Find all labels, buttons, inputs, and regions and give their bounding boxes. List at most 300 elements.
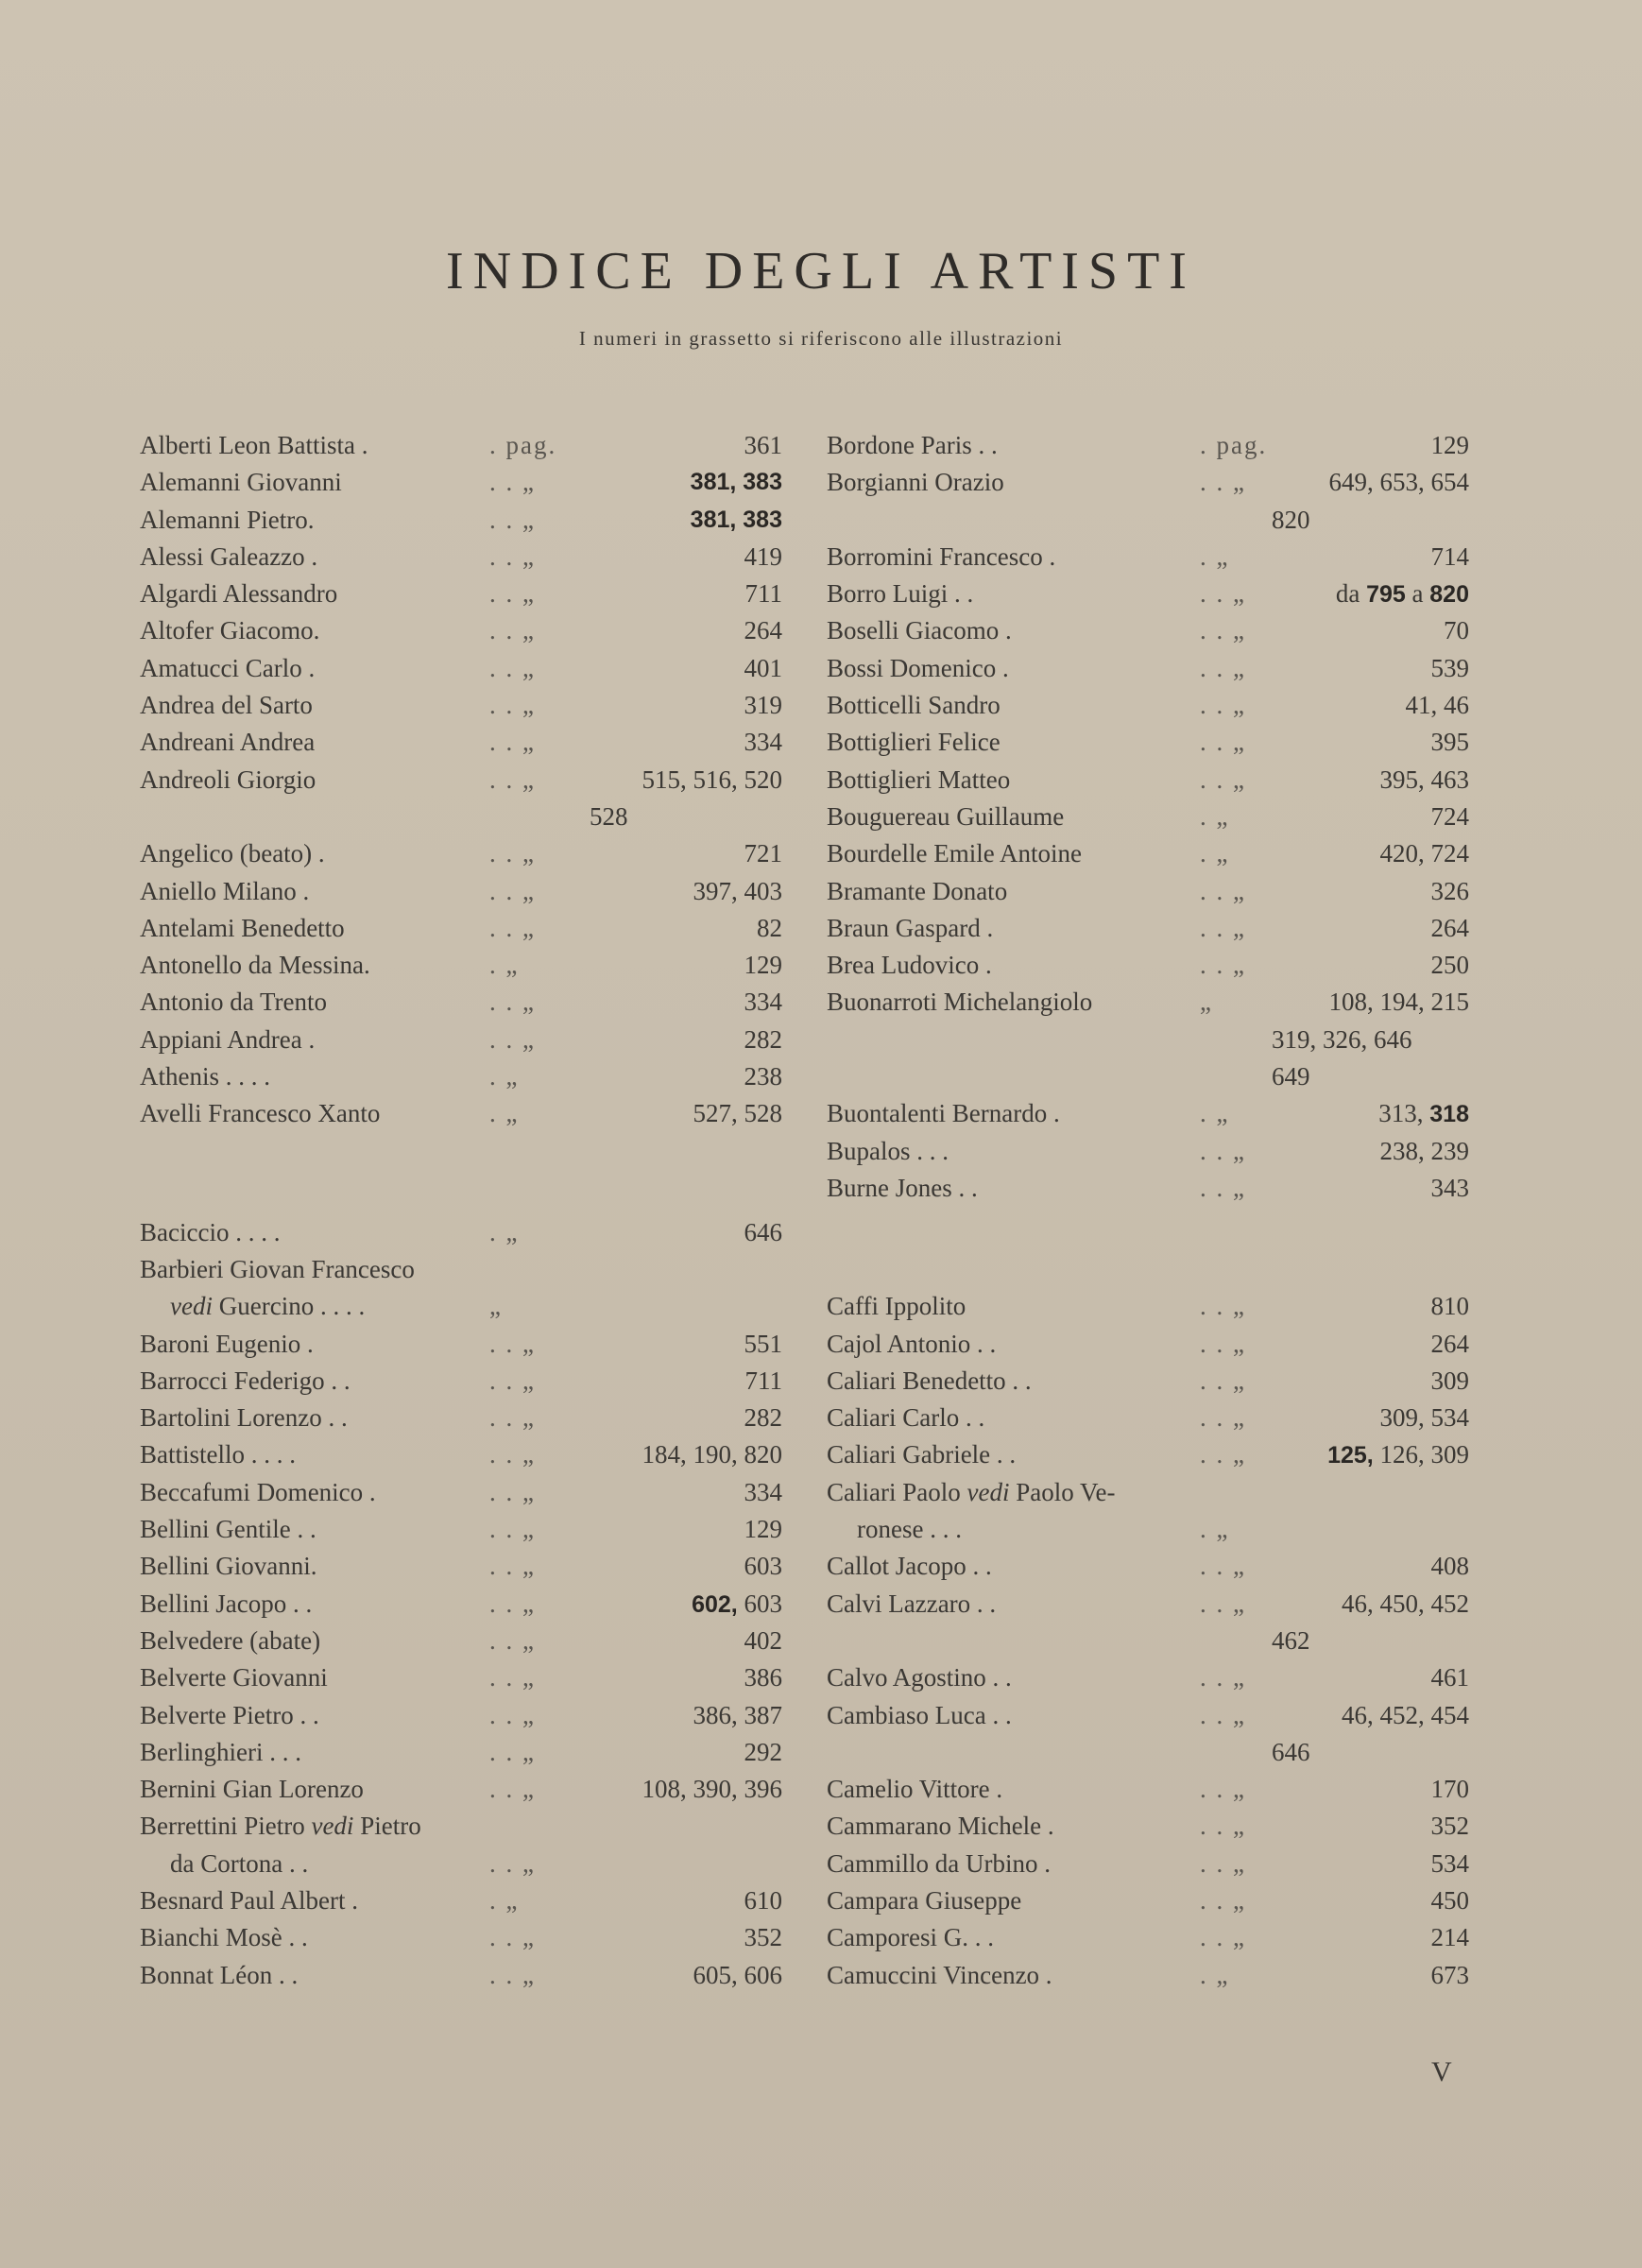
page-reference-marker: . . „ xyxy=(489,913,536,942)
index-entry xyxy=(140,724,782,761)
index-entry xyxy=(827,1586,1469,1623)
artist-name: Andrea del Sarto xyxy=(140,691,313,720)
page-numbers: 250 xyxy=(1430,951,1469,980)
artist-name: Bianchi Mosè . . xyxy=(140,1923,308,1952)
artist-name: Alberti Leon Battista . xyxy=(140,431,368,459)
artist-name: Caliari Gabriele . . xyxy=(827,1440,1017,1469)
page-reference-marker: . . „ xyxy=(489,1923,536,1952)
artist-name: Bottiglieri Felice xyxy=(827,728,1001,757)
index-entry xyxy=(140,1586,782,1623)
page-numbers: 528 xyxy=(590,801,628,831)
index-entry xyxy=(140,1734,782,1771)
artist-name: Beccafumi Domenico . xyxy=(140,1477,376,1506)
page-numbers: 649, 653, 654 xyxy=(1328,468,1469,497)
page-reference-marker: . „ xyxy=(489,951,520,980)
artist-name: Bonnat Léon . . xyxy=(140,1960,299,1989)
page-numbers: 41, 46 xyxy=(1405,691,1469,720)
artist-name: Alemanni Pietro. xyxy=(140,505,315,534)
page-numbers: 673 xyxy=(1430,1960,1469,1989)
artist-name: Belvedere (abate) xyxy=(140,1625,321,1655)
index-entry xyxy=(827,835,1469,872)
index-entry xyxy=(827,1363,1469,1400)
artist-name: Burne Jones . . xyxy=(827,1173,978,1202)
page-reference-marker: . „ xyxy=(1200,1099,1230,1128)
page-reference-marker: . . „ xyxy=(489,1589,536,1618)
index-entry xyxy=(827,1511,1469,1548)
index-entry xyxy=(140,1326,782,1363)
artist-name: Athenis . . . . xyxy=(140,1062,270,1091)
page-reference-marker: . . „ xyxy=(489,653,536,682)
artist-name: da Cortona . . xyxy=(170,1848,309,1878)
index-entry xyxy=(140,947,782,984)
artist-name: Bottiglieri Matteo xyxy=(827,765,1011,794)
artist-name: Barbieri Giovan Francesco xyxy=(140,1254,415,1283)
page-reference-marker: . . „ xyxy=(1200,876,1246,905)
artist-name: Besnard Paul Albert . xyxy=(140,1885,358,1915)
page-numbers: 170 xyxy=(1430,1775,1469,1804)
artist-name: Amatucci Carlo . xyxy=(140,653,316,682)
index-entry xyxy=(140,1288,782,1325)
page-numbers: 343 xyxy=(1430,1173,1469,1202)
index-entry xyxy=(827,1771,1469,1808)
page-reference-marker: . . „ xyxy=(489,988,536,1017)
page-reference-marker: . „ xyxy=(1200,541,1230,571)
page-reference-marker: . . „ xyxy=(489,1024,536,1054)
page-numbers: 646 xyxy=(1272,1737,1310,1766)
section-gap xyxy=(140,1133,782,1174)
page-numbers: 603 xyxy=(744,1552,782,1581)
page-numbers: 108, 390, 396 xyxy=(641,1775,782,1804)
index-entry xyxy=(827,984,1469,1021)
artist-name: vedi Guercino . . . . xyxy=(170,1292,366,1321)
page-numbers: 361 xyxy=(744,431,782,459)
page-reference-marker: . . „ xyxy=(1200,653,1246,682)
index-entry xyxy=(140,762,782,799)
index-entry xyxy=(140,1623,782,1659)
page-reference-marker: . . „ xyxy=(489,1515,536,1544)
page-numbers: 462 xyxy=(1272,1625,1310,1655)
page-numbers: 264 xyxy=(1430,1329,1469,1358)
index-entry xyxy=(140,835,782,872)
index-entry xyxy=(827,1288,1469,1325)
page-numbers: 352 xyxy=(744,1923,782,1952)
index-entry xyxy=(827,1133,1469,1170)
artist-name: Braun Gaspard . xyxy=(827,913,994,942)
page-reference-marker: . . „ xyxy=(489,1403,536,1433)
section-gap xyxy=(827,1207,1469,1247)
index-entry xyxy=(827,1919,1469,1956)
index-entry xyxy=(140,1436,782,1473)
artist-name: Baciccio . . . . xyxy=(140,1217,281,1246)
index-entry xyxy=(140,1919,782,1956)
page-numbers: 334 xyxy=(744,1477,782,1506)
page-numbers: da 795 a 820 xyxy=(1335,579,1469,609)
index-entry xyxy=(140,1808,782,1845)
page-reference-marker: . pag. xyxy=(489,431,557,459)
page-numbers: 46, 450, 452 xyxy=(1342,1589,1469,1618)
index-entry xyxy=(140,1659,782,1696)
page-numbers: 319 xyxy=(744,691,782,720)
page-numbers: 450 xyxy=(1430,1885,1469,1915)
page-numbers: 334 xyxy=(744,988,782,1017)
index-entry-continuation xyxy=(827,1022,1469,1058)
artist-name: Antonio da Trento xyxy=(140,988,328,1017)
index-entry-continuation xyxy=(827,1058,1469,1095)
page-reference-marker: . „ xyxy=(489,1885,520,1915)
page-reference-marker: . . „ xyxy=(489,765,536,794)
page-numbers: 319, 326, 646 xyxy=(1272,1024,1412,1054)
artist-name: Avelli Francesco Xanto xyxy=(140,1099,381,1128)
page-reference-marker: . . „ xyxy=(1200,728,1246,757)
page-numbers: 711 xyxy=(744,579,782,609)
page-numbers: 820 xyxy=(1272,505,1310,534)
page-reference-marker: . . „ xyxy=(489,1960,536,1989)
artist-name: Bernini Gian Lorenzo xyxy=(140,1775,364,1804)
page-reference-marker: . . „ xyxy=(489,839,536,868)
index-entry xyxy=(140,576,782,612)
index-entry xyxy=(140,687,782,724)
artist-name: Caliari Paolo vedi Paolo Ve- xyxy=(827,1477,1116,1506)
artist-name: Cammarano Michele . xyxy=(827,1812,1054,1841)
artist-name: Andreoli Giorgio xyxy=(140,765,316,794)
index-entry xyxy=(827,687,1469,724)
artist-name: Caliari Carlo . . xyxy=(827,1403,985,1433)
page-reference-marker: . . „ xyxy=(1200,1848,1246,1878)
page-reference-marker: . . „ xyxy=(1200,616,1246,645)
page-numbers: 70 xyxy=(1444,616,1469,645)
page-subtitle: I numeri in grassetto si riferiscono alle illustrazioni xyxy=(578,327,1064,350)
page-numbers: 386 xyxy=(744,1663,782,1692)
index-entry xyxy=(827,1957,1469,1994)
page-numbers: 282 xyxy=(744,1024,782,1054)
page-numbers: 82 xyxy=(757,913,782,942)
index-entry xyxy=(827,910,1469,947)
page-reference-marker: . . „ xyxy=(1200,1329,1246,1358)
artist-name: Cammillo da Urbino . xyxy=(827,1848,1051,1878)
index-entry xyxy=(140,910,782,947)
page-reference-marker: . . „ xyxy=(1200,1775,1246,1804)
page-number: V xyxy=(1431,2056,1452,2088)
page-reference-marker: . . „ xyxy=(489,876,536,905)
page-numbers: 46, 452, 454 xyxy=(1342,1700,1469,1729)
page-reference-marker: . . „ xyxy=(489,1477,536,1506)
page-reference-marker: . . „ xyxy=(489,541,536,571)
index-entry-continuation xyxy=(140,799,782,835)
page-reference-marker: . . „ xyxy=(489,728,536,757)
artist-name: Caliari Benedetto . . xyxy=(827,1366,1032,1395)
artist-name: Bordone Paris . . xyxy=(827,431,998,459)
page-reference-marker: „ xyxy=(489,1292,503,1321)
index-entry xyxy=(140,1251,782,1288)
artist-name: Appiani Andrea . xyxy=(140,1024,316,1054)
page-numbers: 309, 534 xyxy=(1379,1403,1469,1433)
index-entry xyxy=(140,1214,782,1251)
index-entry xyxy=(140,612,782,649)
page-reference-marker: . . „ xyxy=(1200,1589,1246,1618)
page-numbers: 461 xyxy=(1430,1663,1469,1692)
index-entry xyxy=(827,947,1469,984)
artist-name: Camuccini Vincenzo . xyxy=(827,1960,1052,1989)
index-entry xyxy=(140,502,782,539)
index-entry xyxy=(827,1474,1469,1511)
page-numbers: 649 xyxy=(1272,1062,1310,1091)
page-numbers: 309 xyxy=(1430,1366,1469,1395)
page-numbers: 551 xyxy=(744,1329,782,1358)
artist-name: Bellini Giovanni. xyxy=(140,1552,317,1581)
artist-name: Calvi Lazzaro . . xyxy=(827,1589,997,1618)
artist-name: Bupalos . . . xyxy=(827,1136,949,1165)
page-numbers: 534 xyxy=(1430,1848,1469,1878)
artist-name: Buonarroti Michelangiolo xyxy=(827,988,1093,1017)
page-numbers: 408 xyxy=(1430,1552,1469,1581)
page-reference-marker: . „ xyxy=(1200,801,1230,831)
index-entry xyxy=(140,1095,782,1132)
page-numbers: 334 xyxy=(744,728,782,757)
page-numbers: 125, 126, 309 xyxy=(1327,1440,1469,1469)
page-reference-marker: . . „ xyxy=(489,468,536,497)
artist-name: Alemanni Giovanni xyxy=(140,468,342,497)
index-entry-continuation xyxy=(827,502,1469,539)
page-numbers: 419 xyxy=(744,541,782,571)
page-numbers: 539 xyxy=(1430,653,1469,682)
page-reference-marker: . . „ xyxy=(1200,1173,1246,1202)
page-reference-marker: . . „ xyxy=(489,616,536,645)
page-numbers: 381, 383 xyxy=(690,506,782,533)
index-entry xyxy=(827,1326,1469,1363)
index-entry xyxy=(827,1170,1469,1207)
artist-name: Algardi Alessandro xyxy=(140,579,338,609)
page-reference-marker: . . „ xyxy=(489,1366,536,1395)
page-numbers: 714 xyxy=(1430,541,1469,571)
page-reference-marker: . „ xyxy=(1200,1515,1230,1544)
page-reference-marker: . . „ xyxy=(1200,1366,1246,1395)
artist-name: Bellini Jacopo . . xyxy=(140,1589,313,1618)
page-reference-marker: . . „ xyxy=(1200,1552,1246,1581)
page-numbers: 402 xyxy=(744,1625,782,1655)
index-entry xyxy=(140,650,782,687)
page-numbers: 610 xyxy=(744,1885,782,1915)
artist-name: Aniello Milano . xyxy=(140,876,310,905)
index-entry xyxy=(140,539,782,576)
index-entry xyxy=(140,1548,782,1585)
page-reference-marker: . . „ xyxy=(1200,1292,1246,1321)
artist-name: Altofer Giacomo. xyxy=(140,616,320,645)
artist-name: Borro Luigi . . xyxy=(827,579,974,609)
artist-name: Bourdelle Emile Antoine xyxy=(827,839,1082,868)
page-reference-marker: . . „ xyxy=(489,505,536,534)
artist-name: Bellini Gentile . . xyxy=(140,1515,316,1544)
index-entry xyxy=(140,464,782,501)
index-entry xyxy=(140,427,782,464)
page-numbers: 397, 403 xyxy=(693,876,782,905)
page-reference-marker: . . „ xyxy=(1200,1440,1246,1469)
page-numbers: 721 xyxy=(744,839,782,868)
page-reference-marker: . „ xyxy=(489,1062,520,1091)
index-entry xyxy=(827,1095,1469,1132)
artist-name: Caffi Ippolito xyxy=(827,1292,966,1321)
artist-name: Belverte Pietro . . xyxy=(140,1700,319,1729)
page-reference-marker: . . „ xyxy=(1200,913,1246,942)
artist-name: Berrettini Pietro vedi Pietro xyxy=(140,1812,421,1841)
index-entry xyxy=(827,1548,1469,1585)
page-numbers: 386, 387 xyxy=(693,1700,782,1729)
page-numbers: 381, 383 xyxy=(690,469,782,496)
index-column-left xyxy=(140,427,782,1994)
artist-name: Berlinghieri . . . xyxy=(140,1737,301,1766)
page-reference-marker: . . „ xyxy=(489,691,536,720)
artist-name: Buontalenti Bernardo . xyxy=(827,1099,1060,1128)
index-entry xyxy=(827,1400,1469,1436)
artist-name: Borromini Francesco . xyxy=(827,541,1056,571)
page-reference-marker: . . „ xyxy=(1200,951,1246,980)
index-entry xyxy=(140,984,782,1021)
page-numbers: 238 xyxy=(744,1062,782,1091)
artist-name: Bouguereau Guillaume xyxy=(827,801,1065,831)
page-numbers: 395 xyxy=(1430,728,1469,757)
index-entry xyxy=(140,1882,782,1919)
artist-name: Barrocci Federigo . . xyxy=(140,1366,351,1395)
page-reference-marker: . „ xyxy=(489,1099,520,1128)
artist-name: Alessi Galeazzo . xyxy=(140,541,318,571)
page-reference-marker: . . „ xyxy=(1200,765,1246,794)
artist-name: Belverte Giovanni xyxy=(140,1663,328,1692)
page-numbers: 401 xyxy=(744,653,782,682)
page-reference-marker: . . „ xyxy=(1200,1663,1246,1692)
index-entry-continuation xyxy=(827,1623,1469,1659)
page-numbers: 527, 528 xyxy=(693,1099,782,1128)
index-entry xyxy=(140,1511,782,1548)
index-entry xyxy=(827,799,1469,835)
page-reference-marker: . . „ xyxy=(489,1663,536,1692)
page-reference-marker: . . „ xyxy=(489,1625,536,1655)
page-numbers: 395, 463 xyxy=(1379,765,1469,794)
page-numbers: 602, 603 xyxy=(692,1589,782,1618)
page-numbers: 264 xyxy=(1430,913,1469,942)
artist-name: Bramante Donato xyxy=(827,876,1008,905)
page-reference-marker: . . „ xyxy=(1200,468,1246,497)
artist-name: Borgianni Orazio xyxy=(827,468,1004,497)
index-entry xyxy=(827,612,1469,649)
page-numbers: 352 xyxy=(1430,1812,1469,1841)
page-reference-marker: . . „ xyxy=(489,1775,536,1804)
artist-name: Antonello da Messina. xyxy=(140,951,370,980)
page-numbers: 711 xyxy=(744,1366,782,1395)
page-numbers: 238, 239 xyxy=(1379,1136,1469,1165)
index-entry xyxy=(140,1022,782,1058)
artist-name: Angelico (beato) . xyxy=(140,839,325,868)
page-reference-marker: . . „ xyxy=(489,1700,536,1729)
artist-name: Calvo Agostino . . xyxy=(827,1663,1012,1692)
artist-name: Boselli Giacomo . xyxy=(827,616,1012,645)
page-reference-marker: . „ xyxy=(489,1217,520,1246)
page-reference-marker: . pag. xyxy=(1200,431,1268,459)
page-numbers: 129 xyxy=(744,1515,782,1544)
page-reference-marker: . . „ xyxy=(1200,1403,1246,1433)
page-reference-marker: . . „ xyxy=(489,579,536,609)
page-numbers: 810 xyxy=(1430,1292,1469,1321)
index-entry xyxy=(827,762,1469,799)
page-numbers: 129 xyxy=(1430,431,1469,459)
page-numbers: 515, 516, 520 xyxy=(641,765,782,794)
index-entry xyxy=(827,1846,1469,1882)
artist-name: Camporesi G. . . xyxy=(827,1923,994,1952)
artist-name: Bartolini Lorenzo . . xyxy=(140,1403,348,1433)
page-reference-marker: . . „ xyxy=(489,1552,536,1581)
index-entry xyxy=(827,650,1469,687)
page-reference-marker: . . „ xyxy=(1200,1812,1246,1841)
page-reference-marker: . . „ xyxy=(489,1329,536,1358)
page-reference-marker: . . „ xyxy=(489,1737,536,1766)
artist-name: Callot Jacopo . . xyxy=(827,1552,992,1581)
index-entry xyxy=(827,1436,1469,1473)
page-numbers: 646 xyxy=(744,1217,782,1246)
page-reference-marker: . . „ xyxy=(489,1848,536,1878)
page-numbers: 184, 190, 820 xyxy=(641,1440,782,1469)
artist-name: Baroni Eugenio . xyxy=(140,1329,314,1358)
page-reference-marker: . . „ xyxy=(1200,691,1246,720)
page-title: INDICE DEGLI ARTISTI xyxy=(446,242,1196,301)
index-entry xyxy=(827,1659,1469,1696)
page-numbers: 724 xyxy=(1430,801,1469,831)
page-reference-marker: . . „ xyxy=(1200,1136,1246,1165)
index-entry xyxy=(827,1697,1469,1734)
index-entry xyxy=(827,1808,1469,1845)
artist-name: Campara Giuseppe xyxy=(827,1885,1022,1915)
page-numbers: 282 xyxy=(744,1403,782,1433)
artist-name: Battistello . . . . xyxy=(140,1440,296,1469)
artist-name: Cajol Antonio . . xyxy=(827,1329,997,1358)
artist-name: Antelami Benedetto xyxy=(140,913,345,942)
index-entry-continuation xyxy=(827,1734,1469,1771)
page-reference-marker: . „ xyxy=(1200,839,1230,868)
index-entry xyxy=(140,1474,782,1511)
index-entry xyxy=(140,1058,782,1095)
index-column-right xyxy=(827,427,1469,1994)
page-reference-marker: . . „ xyxy=(1200,1700,1246,1729)
page-numbers: 292 xyxy=(744,1737,782,1766)
page-numbers: 214 xyxy=(1430,1923,1469,1952)
section-gap xyxy=(140,1174,782,1214)
page-numbers: 605, 606 xyxy=(693,1960,782,1989)
artist-name: Brea Ludovico . xyxy=(827,951,992,980)
artist-name: Cambiaso Luca . . xyxy=(827,1700,1012,1729)
index-entry xyxy=(827,427,1469,464)
page-numbers: 313, 318 xyxy=(1378,1099,1469,1128)
index-entry xyxy=(827,539,1469,576)
page-reference-marker: . . „ xyxy=(1200,1923,1246,1952)
index-entry xyxy=(140,1771,782,1808)
artist-name: Camelio Vittore . xyxy=(827,1775,1003,1804)
index-entry xyxy=(140,1957,782,1994)
page-reference-marker: „ xyxy=(1200,988,1213,1017)
artist-name: Botticelli Sandro xyxy=(827,691,1001,720)
page-numbers: 264 xyxy=(744,616,782,645)
page-numbers: 108, 194, 215 xyxy=(1328,988,1469,1017)
index-entry xyxy=(140,1846,782,1882)
section-gap xyxy=(827,1247,1469,1288)
page-reference-marker: . „ xyxy=(1200,1960,1230,1989)
page-reference-marker: . . „ xyxy=(1200,1885,1246,1915)
page-numbers: 129 xyxy=(744,951,782,980)
index-entry xyxy=(827,873,1469,910)
page-numbers: 420, 724 xyxy=(1379,839,1469,868)
artist-name: Bossi Domenico . xyxy=(827,653,1009,682)
page-reference-marker: . . „ xyxy=(489,1440,536,1469)
index-entry xyxy=(140,873,782,910)
page-numbers: 326 xyxy=(1430,876,1469,905)
index-entry xyxy=(827,1882,1469,1919)
index-entry xyxy=(140,1697,782,1734)
